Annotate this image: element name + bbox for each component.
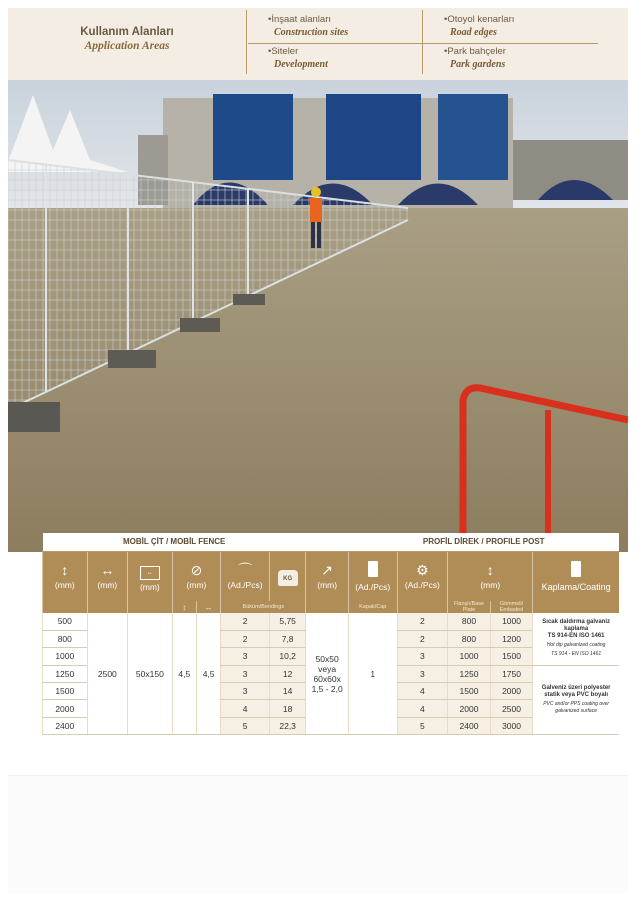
post-size-icon: ↗: [321, 562, 334, 579]
bendings-cell: 3: [221, 683, 270, 700]
fence-photo-illustration: [8, 80, 628, 552]
mesh-size-icon: ↔: [128, 561, 172, 580]
header-title-turkish: Kullanım Alanları: [80, 26, 174, 38]
post-count-cell: 3: [397, 665, 448, 682]
height-cell: 500: [43, 613, 88, 630]
subheader-wire-vertical-icon: ↕: [172, 601, 196, 613]
coating-english: Hot dip galvanized coating: [546, 642, 606, 649]
post-count-cell: 4: [397, 683, 448, 700]
embedded-cell: 3000: [490, 717, 533, 734]
subheader-cap: Kapak/Cap: [348, 601, 397, 613]
cap-icon: [349, 561, 397, 580]
weight-cell: 22,3: [269, 717, 306, 734]
header-wire-diameter: [172, 551, 221, 601]
coating-label: Kaplama/Coating: [541, 581, 611, 592]
coating-title: Sıcak daldırma galvaniz kaplama: [542, 619, 610, 633]
height-icon: ↕: [61, 562, 69, 579]
embedded-cell: 1750: [490, 665, 533, 682]
header-title-english: Application Areas: [84, 40, 170, 52]
height-cell: 800: [43, 630, 88, 647]
clamp-icon: ⚙: [416, 562, 429, 579]
header-post-length: [448, 551, 533, 601]
weight-cell: 18: [269, 700, 306, 717]
subheader-empty: [87, 601, 128, 613]
area-label-turkish: • İnşaat alanları: [268, 14, 348, 25]
weight-cell: 10,2: [269, 648, 306, 665]
header-coating: [533, 551, 619, 601]
height-cell: 1000: [43, 648, 88, 665]
unit-label: (mm): [480, 580, 501, 591]
height-cell: 2000: [43, 700, 88, 717]
base-plate-cell: 1250: [448, 665, 491, 682]
area-label-english: Development: [274, 59, 328, 70]
spec-table: [42, 533, 619, 735]
coating-cell-pvc: [533, 665, 619, 735]
post-size-cell: [306, 613, 349, 735]
coating-title: Galveniz üzeri polyester statik veya PVC boyalı: [541, 684, 611, 698]
wire-diameter-cell: 4,5: [172, 613, 196, 735]
specification-table: [42, 533, 619, 735]
header-width: [87, 551, 128, 601]
embedded-cell: 1000: [490, 613, 533, 630]
coating-standard: TS 914-EN ISO 1461: [547, 633, 605, 640]
unit-label: (mm): [97, 580, 118, 591]
subheader-embedded: Gömmeli/ Embaded: [490, 601, 533, 613]
coating-english: PVC and/or PPS coating over galvanized surface: [543, 700, 610, 714]
bendings-cell: 5: [221, 717, 270, 734]
area-label-turkish: • Park bahçeler: [444, 46, 506, 57]
construction-site-photo: [8, 80, 628, 552]
profile-post-heading: [348, 533, 619, 551]
weight-icon: KG: [270, 567, 306, 586]
coating-cell-galvanized: [533, 613, 619, 665]
base-plate-cell: 2000: [448, 700, 491, 717]
bending-icon: ⌒: [238, 562, 253, 579]
unit-label: (mm): [139, 581, 160, 592]
divider-vertical: [246, 10, 247, 74]
header-mesh: [128, 551, 173, 601]
post-size-line: 60x60x: [313, 673, 341, 684]
header-height: [43, 551, 88, 601]
base-plate-cell: 800: [448, 613, 491, 630]
subheader-empty: [397, 601, 448, 613]
coating-icon: [533, 561, 619, 580]
post-count-cell: 4: [397, 700, 448, 717]
width-icon: ↔: [100, 562, 115, 579]
area-label-english: Road edges: [450, 27, 497, 38]
post-count-cell: 5: [397, 717, 448, 734]
unit-label: (Ad./Pcs): [355, 581, 391, 592]
subheader-wire-horizontal-icon: ↔: [196, 601, 220, 613]
subheader-bendings: Büküm/Bendings: [221, 601, 306, 613]
coating-english-standard: TS 914 - EN ISO 1461: [551, 651, 602, 658]
subheader-empty: [128, 601, 173, 613]
unit-label: (mm): [317, 580, 338, 591]
header-weight: [269, 551, 306, 601]
bendings-cell: 2: [221, 630, 270, 647]
area-label-turkish: • Otoyol kenarları: [444, 14, 514, 25]
post-count-cell: 3: [397, 648, 448, 665]
base-plate-cell: 1000: [448, 648, 491, 665]
unit-label: (Ad./Pcs): [227, 580, 263, 591]
post-size-line: veya: [318, 663, 337, 674]
table-row: [43, 613, 620, 630]
area-label-english: Construction sites: [274, 27, 349, 38]
unit-label: (mm): [54, 580, 75, 591]
unit-label: (Ad./Pcs): [404, 580, 440, 591]
cap-count-cell: 1: [348, 613, 397, 735]
header-post-count: [397, 551, 448, 601]
divider-vertical: [422, 10, 423, 74]
base-plate-cell: 1500: [448, 683, 491, 700]
area-label-english: Park gardens: [450, 59, 506, 70]
area-item-construction: [268, 14, 348, 38]
subheader-empty: [43, 601, 88, 613]
diameter-icon: ⊘: [190, 562, 203, 579]
area-item-development: [268, 46, 328, 70]
area-item-park-gardens: [444, 46, 506, 70]
blank-page-area: [8, 775, 628, 893]
band-spacer: [306, 533, 349, 551]
header-post-size: [306, 551, 349, 601]
height-cell: 1500: [43, 683, 88, 700]
base-plate-cell: 2400: [448, 717, 491, 734]
base-plate-cell: 800: [448, 630, 491, 647]
mobile-fence-label-tr: MOBİL ÇİT: [122, 537, 164, 547]
bendings-cell: 3: [221, 648, 270, 665]
header-cap: [348, 551, 397, 601]
height-cell: 1250: [43, 665, 88, 682]
bendings-cell: 2: [221, 613, 270, 630]
header-title-block: [8, 26, 246, 52]
wire-diameter-cell: 4,5: [196, 613, 220, 735]
subheader-empty: [533, 601, 619, 613]
subheader-empty: [306, 601, 349, 613]
embedded-cell: 1500: [490, 648, 533, 665]
bendings-cell: 3: [221, 665, 270, 682]
mobile-fence-heading: [43, 533, 306, 551]
weight-cell: 5,75: [269, 613, 306, 630]
profile-post-label-tr: PROFİL DİREK: [422, 537, 480, 547]
subheader-base-plate: Flanşlı/Base Plate: [448, 601, 491, 613]
weight-cell: 14: [269, 683, 306, 700]
mobile-fence-label-en: / MOBİL FENCE: [165, 537, 226, 547]
height-cell: 2400: [43, 717, 88, 734]
height-icon: ↕: [486, 562, 494, 579]
post-count-cell: 2: [397, 630, 448, 647]
width-cell: 2500: [87, 613, 128, 735]
post-size-line: 1,5 - 2,0: [311, 683, 343, 694]
profile-post-label-en: / PROFILE POST: [481, 537, 545, 547]
post-count-cell: 2: [397, 613, 448, 630]
area-label-turkish: • Siteler: [268, 46, 328, 57]
header-bendings: [221, 551, 270, 601]
divider-horizontal: [248, 43, 598, 44]
area-item-road-edges: [444, 14, 514, 38]
embedded-cell: 1200: [490, 630, 533, 647]
embedded-cell: 2500: [490, 700, 533, 717]
application-areas-header: [8, 8, 628, 80]
weight-cell: 7,8: [269, 630, 306, 647]
mesh-cell: 50x150: [128, 613, 173, 735]
post-size-line: 50x50: [315, 653, 339, 664]
embedded-cell: 2000: [490, 683, 533, 700]
weight-cell: 12: [269, 665, 306, 682]
bendings-cell: 4: [221, 700, 270, 717]
unit-label: (mm): [186, 580, 207, 591]
